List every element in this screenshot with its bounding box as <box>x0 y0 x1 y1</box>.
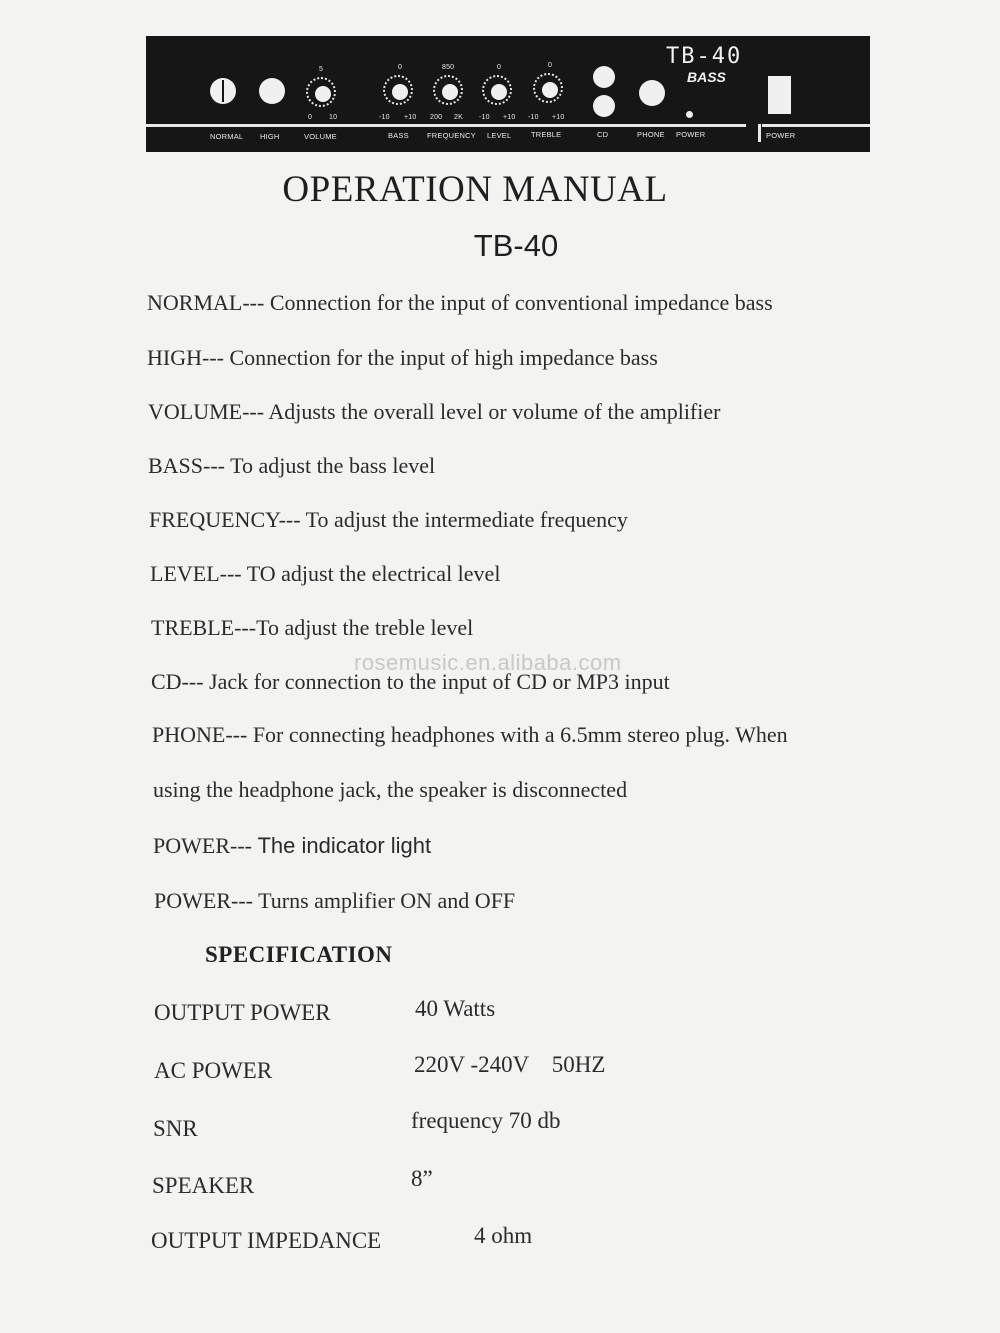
bass-scale-min: -10 <box>379 114 390 121</box>
document-title: OPERATION MANUAL <box>282 169 668 210</box>
spec-value-output-impedance: 4 ohm <box>474 1223 533 1248</box>
spec-value-output-power: 40 Watts <box>415 996 496 1021</box>
label-cd: CD <box>597 130 609 139</box>
treble-scale-max: +10 <box>552 114 565 121</box>
label-high: HIGH <box>260 132 280 141</box>
panel-divider-right <box>762 124 870 127</box>
power-led-text: The indicator light <box>257 833 432 858</box>
entry-cd: CD--- Jack for connection to the input of CD or MP3 input <box>151 669 670 694</box>
normal-input-jack-icon <box>210 78 236 104</box>
spec-key-speaker: SPEAKER <box>152 1173 255 1198</box>
volume-scale-min: 0 <box>308 114 313 121</box>
entry-phone-continued: using the headphone jack, the speaker is disconnected <box>153 777 628 802</box>
power-led-icon <box>686 111 693 118</box>
label-power-led: POWER <box>676 130 706 139</box>
panel-series: BASS <box>687 69 726 85</box>
panel-model: TB-40 <box>666 44 743 69</box>
phone-jack-icon <box>639 80 665 106</box>
level-scale-max: +10 <box>503 114 516 121</box>
label-frequency: FREQUENCY <box>427 131 476 140</box>
level-knob-icon <box>491 84 507 100</box>
entry-high: HIGH--- Connection for the input of high impedance bass <box>147 345 658 370</box>
label-power-switch: POWER <box>766 131 796 140</box>
spec-key-ac-power: AC POWER <box>154 1058 273 1083</box>
cd-jack-right-icon <box>593 95 615 117</box>
cd-jack-left-icon <box>593 66 615 88</box>
bass-knob-icon <box>392 84 408 100</box>
amp-front-panel <box>146 36 870 152</box>
treble-scale-min: -10 <box>528 114 539 121</box>
power-led-key: POWER--- <box>153 833 252 858</box>
specification-heading: SPECIFICATION <box>205 942 393 967</box>
panel-divider <box>146 124 746 127</box>
level-scale-min: -10 <box>479 114 490 121</box>
entry-frequency: FREQUENCY--- To adjust the intermediate frequency <box>149 507 628 532</box>
label-bass: BASS <box>388 131 409 140</box>
spec-key-output-impedance: OUTPUT IMPEDANCE <box>151 1228 382 1253</box>
document-model: TB-40 <box>473 228 559 263</box>
frequency-scale-min: 200 <box>430 114 443 121</box>
entry-power-led <box>153 833 431 859</box>
entry-volume: VOLUME--- Adjusts the overall level or volume of the amplifier <box>148 399 721 424</box>
label-treble: TREBLE <box>531 130 562 139</box>
volume-knob-icon <box>315 86 331 102</box>
volume-scale-top: 5 <box>319 66 324 73</box>
treble-scale-top: 0 <box>548 62 553 69</box>
frequency-knob-icon <box>442 84 458 100</box>
label-level: LEVEL <box>487 131 512 140</box>
frequency-scale-top: 850 <box>442 64 455 71</box>
bass-scale-max: +10 <box>404 114 417 121</box>
spec-key-output-power: OUTPUT POWER <box>154 1000 331 1025</box>
spec-value-snr: frequency 70 db <box>411 1108 561 1133</box>
frequency-scale-max: 2K <box>454 114 463 121</box>
spec-value-speaker: 8” <box>411 1166 433 1191</box>
label-normal: NORMAL <box>210 132 244 141</box>
entry-treble: TREBLE---To adjust the treble level <box>151 615 474 640</box>
entry-normal: NORMAL--- Connection for the input of conventional impedance bass <box>147 290 773 315</box>
spec-value-ac-power: 220V -240V 50HZ <box>414 1052 606 1077</box>
level-scale-top: 0 <box>497 64 502 71</box>
high-input-jack-icon <box>259 78 285 104</box>
watermark: rosemusic.en.alibaba.com <box>354 650 622 675</box>
label-volume: VOLUME <box>304 132 337 141</box>
entry-power-switch: POWER--- Turns amplifier ON and OFF <box>154 888 516 913</box>
entry-level: LEVEL--- TO adjust the electrical level <box>150 561 501 586</box>
label-phone: PHONE <box>637 130 665 139</box>
treble-knob-icon <box>542 82 558 98</box>
panel-separator <box>758 124 761 142</box>
entry-bass: BASS--- To adjust the bass level <box>148 453 436 478</box>
volume-scale-max: 10 <box>329 114 338 121</box>
bass-scale-top: 0 <box>398 64 403 71</box>
spec-key-snr: SNR <box>153 1116 198 1141</box>
entry-phone: PHONE--- For connecting headphones with a 6.5mm stereo plug. When <box>152 722 788 747</box>
power-switch-icon <box>768 76 791 114</box>
